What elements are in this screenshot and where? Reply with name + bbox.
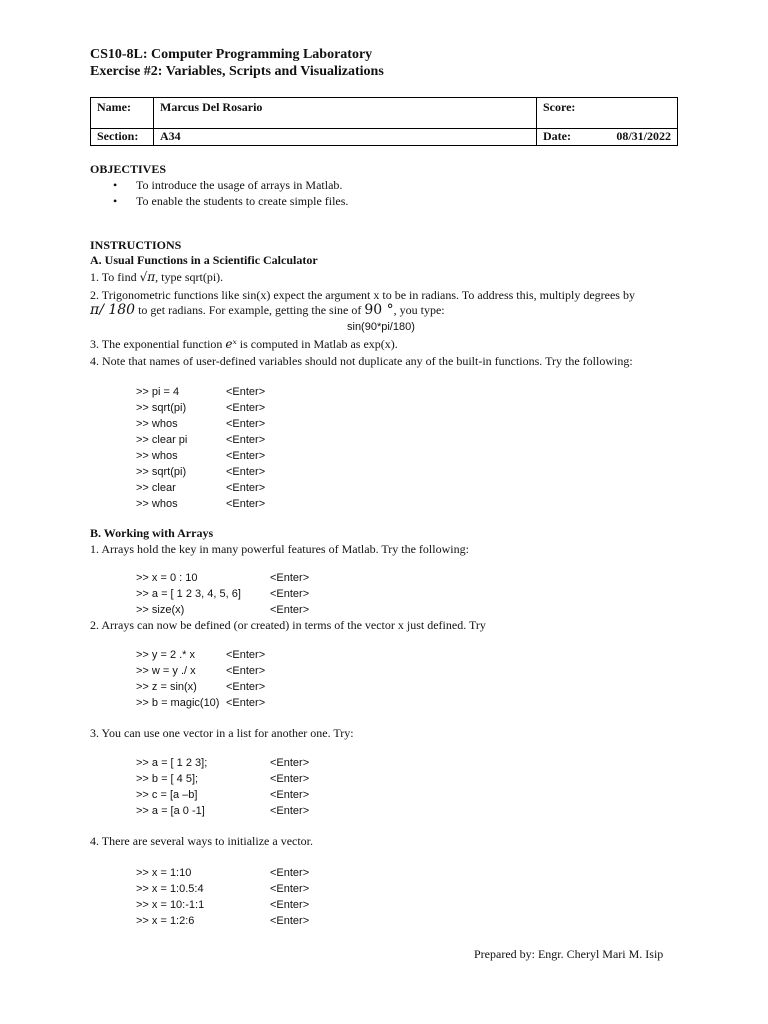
sqrt-pi-math: √π xyxy=(139,270,156,284)
course-title: CS10-8L: Computer Programming Laboratory xyxy=(90,47,373,62)
enter-key-label: <Enter> xyxy=(226,681,266,693)
enter-key-label: <Enter> xyxy=(270,604,310,616)
enter-key-label: <Enter> xyxy=(226,402,266,414)
enter-key-label: <Enter> xyxy=(270,805,310,817)
step-a2-line2: π/ 180 to get radians. For example, getting the sine of 90 °, you type: xyxy=(90,302,445,318)
section-a-heading: A. Usual Functions in a Scientific Calculator xyxy=(90,253,318,267)
enter-key-label: <Enter> xyxy=(270,915,310,927)
command-line: >> a = [ 1 2 3, 4, 5, 6] xyxy=(136,588,241,600)
step-a3: 3. The exponential function eˣ is computed in Matlab as exp(x). xyxy=(90,337,398,351)
exercise-title: Exercise #2: Variables, Scripts and Visualizations xyxy=(90,64,384,79)
objectives-heading: OBJECTIVES xyxy=(90,162,167,176)
step-b2: 2. Arrays can now be defined (or created) in terms of the vector x just defined. Try xyxy=(90,618,486,632)
enter-key-label: <Enter> xyxy=(226,665,266,677)
command-line: >> clear pi xyxy=(136,434,188,446)
step-a1: 1. To find √π, type sqrt(pi). xyxy=(90,270,224,284)
name-value: Marcus Del Rosario xyxy=(154,98,537,129)
command-line: >> sqrt(pi) xyxy=(136,402,187,414)
sin-code: sin(90*pi/180) xyxy=(347,321,415,333)
section-label: Section: xyxy=(91,129,154,146)
step-a2-line1: 2. Trigonometric functions like sin(x) expect the argument x to be in radians. To address this, multiply degrees by xyxy=(90,288,635,302)
enter-key-label: <Enter> xyxy=(270,789,310,801)
step-b3: 3. You can use one vector in a list for another one. Try: xyxy=(90,726,354,740)
command-line: >> a = [ 1 2 3]; xyxy=(136,757,208,769)
step-b1: 1. Arrays hold the key in many powerful features of Matlab. Try the following: xyxy=(90,542,469,556)
command-line: >> whos xyxy=(136,418,178,430)
command-line: >> a = [a 0 -1] xyxy=(136,805,205,817)
enter-key-label: <Enter> xyxy=(226,434,266,446)
enter-key-label: <Enter> xyxy=(270,883,310,895)
enter-key-label: <Enter> xyxy=(270,773,310,785)
enter-key-label: <Enter> xyxy=(226,386,266,398)
enter-key-label: <Enter> xyxy=(226,697,266,709)
enter-key-label: <Enter> xyxy=(270,899,310,911)
enter-key-label: <Enter> xyxy=(270,867,310,879)
pi-over-180-math: π/ 180 xyxy=(90,302,136,318)
command-line: >> whos xyxy=(136,450,178,462)
command-line: >> clear xyxy=(136,482,176,494)
prepared-by: Prepared by: Engr. Cheryl Mari M. Isip xyxy=(474,947,664,961)
ninety-degree-math: 90 ° xyxy=(364,302,394,318)
enter-key-label: <Enter> xyxy=(226,450,266,462)
enter-key-label: <Enter> xyxy=(226,482,266,494)
instructions-heading: INSTRUCTIONS xyxy=(90,238,182,252)
section-value: A34 xyxy=(154,129,537,146)
command-line: >> x = 1:0.5:4 xyxy=(136,883,204,895)
enter-key-label: <Enter> xyxy=(226,466,266,478)
enter-key-label: <Enter> xyxy=(270,588,310,600)
bullet-icon: • xyxy=(113,194,118,208)
command-line: >> sqrt(pi) xyxy=(136,466,187,478)
enter-key-label: <Enter> xyxy=(226,498,266,510)
enter-key-label: <Enter> xyxy=(226,649,266,661)
enter-key-label: <Enter> xyxy=(270,572,310,584)
bullet-icon: • xyxy=(113,178,118,192)
enter-key-label: <Enter> xyxy=(226,418,266,430)
command-line: >> size(x) xyxy=(136,604,185,616)
date-label: Date: xyxy=(537,129,595,146)
command-line: >> b = [ 4 5]; xyxy=(136,773,199,785)
exp-math: eˣ xyxy=(225,337,237,351)
section-b-heading: B. Working with Arrays xyxy=(90,526,214,540)
score-label: Score: xyxy=(537,98,678,129)
name-label: Name: xyxy=(91,98,154,129)
command-line: >> x = 10:-1:1 xyxy=(136,899,205,911)
objective-item: To enable the students to create simple files. xyxy=(136,194,349,208)
step-a4: 4. Note that names of user-defined variables should not duplicate any of the built-in functions. Try the following: xyxy=(90,354,633,368)
command-line: >> whos xyxy=(136,498,178,510)
command-line: >> b = magic(10) xyxy=(136,697,220,709)
student-info-table xyxy=(90,97,678,146)
date-value: 08/31/2022 xyxy=(594,129,678,146)
command-line: >> x = 0 : 10 xyxy=(136,572,198,584)
command-line: >> y = 2 .* x xyxy=(136,649,196,661)
command-line: >> x = 1:10 xyxy=(136,867,192,879)
enter-key-label: <Enter> xyxy=(270,757,310,769)
command-line: >> x = 1:2:6 xyxy=(136,915,195,927)
command-line: >> c = [a –b] xyxy=(136,789,198,801)
command-line: >> w = y ./ x xyxy=(136,665,196,677)
step-b4: 4. There are several ways to initialize a vector. xyxy=(90,834,314,848)
command-line: >> pi = 4 xyxy=(136,386,180,398)
objective-item: To introduce the usage of arrays in Matlab. xyxy=(136,178,343,192)
command-line: >> z = sin(x) xyxy=(136,681,197,693)
